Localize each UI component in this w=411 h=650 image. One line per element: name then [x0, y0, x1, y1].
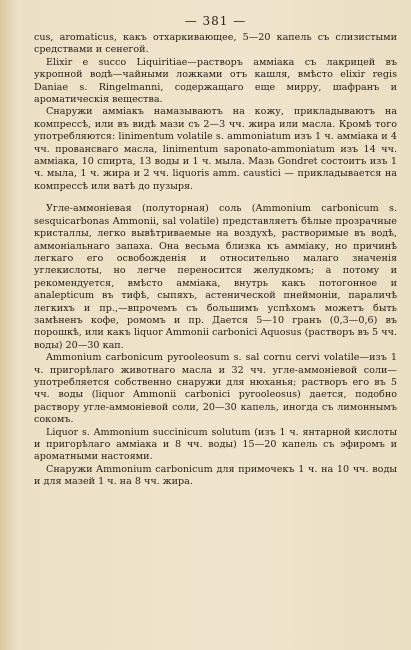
paragraph-1: cus, aromaticus, какъ отхаркивающее, 5—20 капель съ слизистыми средствами и сенегой.: [34, 32, 397, 56]
paragraph-4: Угле-аммонiевая (полуторная) соль (Ammonium carbonicum s. sesquicarbonas Ammonii, sal volatile) представляетъ бѣлые прозрачные кристаллы, легко вывѣтриваемые на воздухѣ, растворимые въ водѣ, аммонiальнаго запаха. Она весьма близка къ аммiаку, но причинѣ легкаго его освобожденiя и относительно малаго значенiя углекислоты, но легче переносится желудкомъ; а потому и рекомендуется, вмѣсто аммiака, внутрь какъ потогонное и analepticum въ тифѣ, сыпяхъ, астенической пнеймонiи, параличѣ легкихъ и пр.,—впрочемъ съ большимъ успѣхомъ можетъ быть замѣненъ кофе, ромомъ и пр. Дается 5—10 гранъ (0,3—0,6) въ порошкѣ, или какъ liquor Ammonii carbonici Aquosus (растворъ въ 5 чч. воды) 20—30 кап.: [34, 203, 397, 351]
paragraph-7: Снаружи Ammonium carbonicum для примочекъ 1 ч. на 10 чч. воды и для мазей 1 ч. на 8 чч. жира.: [34, 463, 397, 488]
paragraph-5: Ammonium carbonicum pyrooleosum s. sal cornu cervi volatile—изъ 1 ч. пригорѣлаго животнаго масла и 32 чч. угле-аммонiевой соли—употребляется собственно снаружи для нюханья; растворъ его въ 5 чч. воды (liquor Ammonii carbonici pyrooleosus) дается, подобно раствору угле-аммонiевой соли, 20—30 капель, иногда съ лимоннымъ сокомъ.: [34, 352, 397, 426]
paragraph-3: Снаружи аммiакъ намазываютъ на кожу, прикладываютъ на компрессѣ, или въ видѣ мази съ 2—3 чч. жира или масла. Кромѣ того употребляются: linimentum volatile s. ammoniatum изъ 1 ч. аммiака и 4 чч. провансваго масла, linimentum saponato-ammoniatum изъ 14 чч. аммiака, 10 спирта, 13 воды и 1 ч. мыла. Мазь Gondret состоитъ изъ 1 ч. мыла, 1 ч. жира и 2 чч. liquoris amm. caustici — прикладывается на компрессѣ или ватѣ до пузыря.: [34, 106, 397, 192]
paragraph-gap: [34, 193, 397, 203]
paragraph-2: Elixir e succo Liquiritiae—растворъ аммiака съ лакрицей въ укропной водѣ—чайными ложками отъ кашля, вмѣсто elixir regis Daniae s. Ringelmanni, содержащаго еще мирру, шафранъ и ароматическiя вещества.: [34, 56, 397, 106]
page-number: — 381 —: [184, 14, 247, 28]
paragraph-6: Liquor s. Ammonium succinicum solutum (изъ 1 ч. янтарной кислоты и пригорѣлаго аммiака и 8 чч. воды) 15—20 капель съ эфиромъ и ароматными настоями.: [34, 426, 397, 463]
